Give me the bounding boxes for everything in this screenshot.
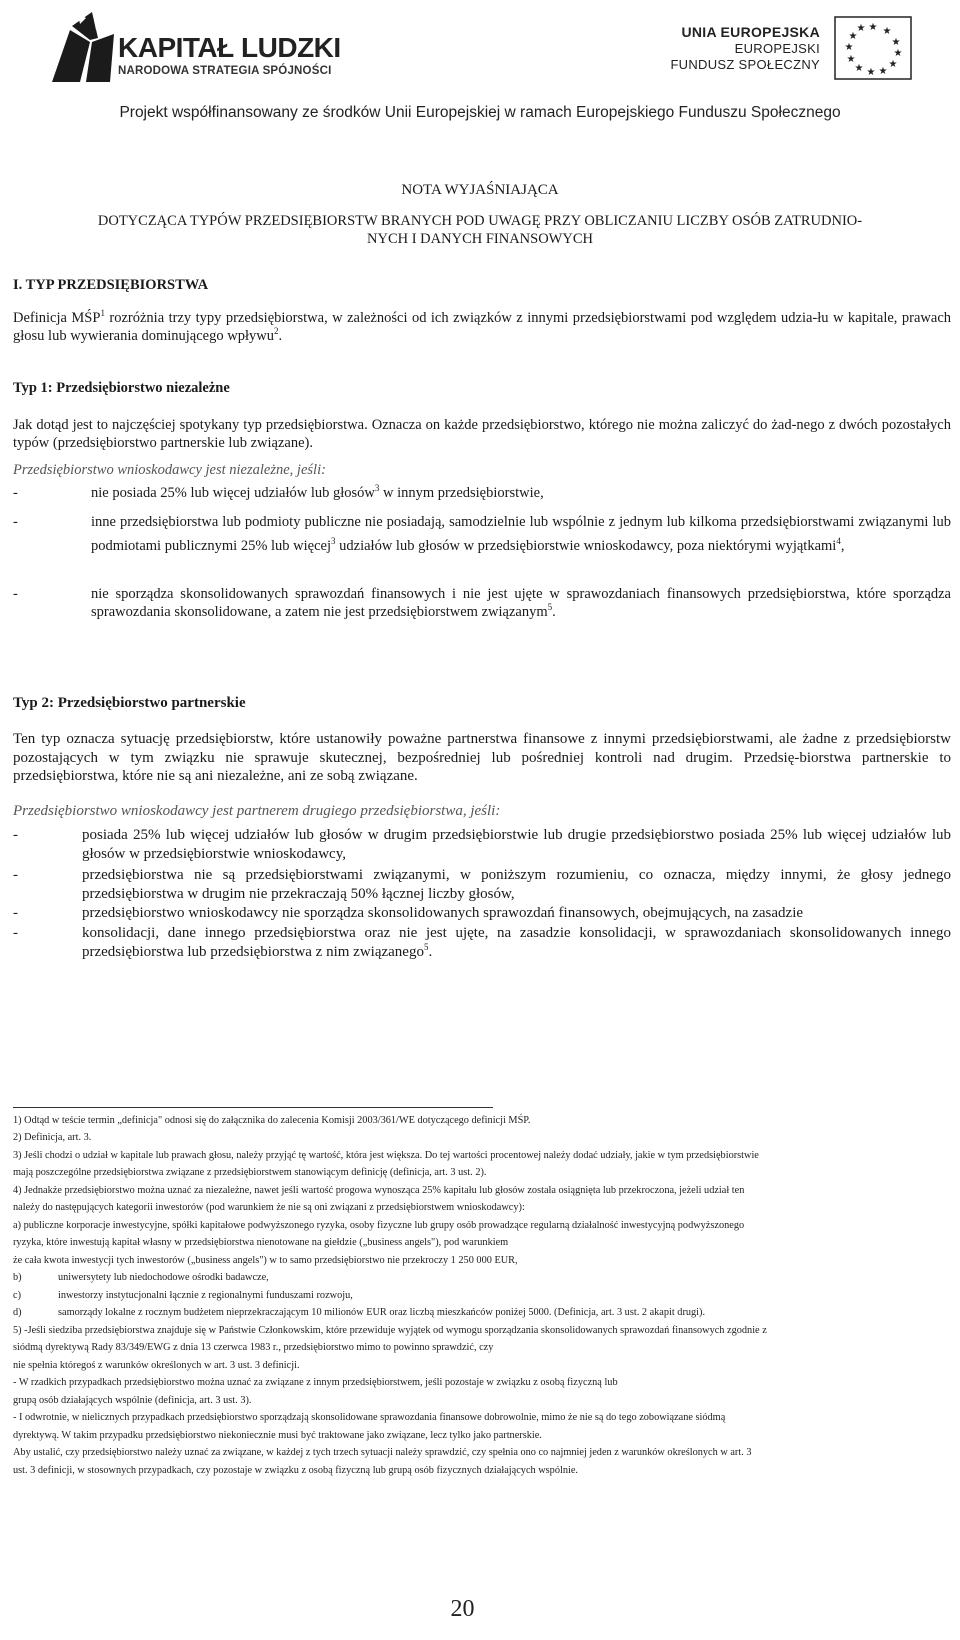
footnote-separator — [13, 1107, 493, 1108]
type2-lead: Przedsiębiorstwo wnioskodawcy jest partnerem drugiego przedsiębiorstwa, jeśli: — [13, 803, 501, 819]
eu-logo-line-2: EUROPEJSKI — [734, 41, 820, 56]
svg-text:★: ★ — [893, 48, 903, 59]
list-item-text: inne przedsiębiorstwa lub podmioty publiczne nie posiadają, samodzielnie lub wspólnie z jednym lub kilkoma przedsiębiorstwami związanymi lub podmiotami publicznymi 25% lub więcej$^3$ udziałów lub głosów w przedsiębiorstwie wnioskodawcy, poza niektórymi wyjątkami$^4$, — [91, 514, 951, 554]
list-item-text: przedsiębiorstwa nie są przedsiębiorstwami związanymi, w poniższym rozumieniu, co oznacza, między innymi, że głosy jednego przedsiębiorstwa w drugim nie przekraczają 50% łącznej liczby głosów, — [82, 867, 951, 902]
footnote-3-line-1: 3) Jeśli chodzi o udział w kapitale lub prawach głosu, należy przyjąć tę wartość, która jest większa. Do tej wartości procentowej należy dodać udziały, jakie w tym przedsiębiorstwie — [13, 1150, 759, 1161]
footnote-5-line-5: grupą osób działających wspólnie (definicja, art. 3 ust. 3). — [13, 1395, 252, 1406]
svg-text:★: ★ — [891, 37, 901, 48]
list-item-text: konsolidacji, dane innego przedsiębiorstwa oraz nie jest ujęte, na zasadzie konsolidacji, w sprawozdaniach skonsolidowanych innego przedsiębiorstwa lub przedsiębiorstwa z nim związanego$^5$. — [82, 925, 951, 960]
type1-lead: Przedsiębiorstwo wnioskodawcy jest niezależne, jeśli: — [13, 462, 326, 478]
kapital-ludzki-title: KAPITAŁ LUDZKI — [118, 32, 341, 63]
list-dash: - — [13, 485, 18, 501]
document-title: NOTA WYJAŚNIAJĄCA — [401, 182, 559, 198]
document-page: KAPITAŁ LUDZKI NARODOWA STRATEGIA SPÓJNOŚCI UNIA EUROPEJSKA EUROPEJSKI FUNDUSZ SPOŁECZNY ★ ★ ★ ★ ★ ★ ★ ★ ★ ★ ★ ★ Projekt współfinansowany ze środków Unii Europejskiej w ramach Europejskiego Funduszu Społecznego NOTA WYJAŚNIAJĄCA DOTYCZĄCA TYPÓW PRZEDSIĘBIORSTW BRANYCH POD UWAGĘ PRZY OBLICZANIU LICZBY OSÓB ZATRUDNIO- NYCH I DANYCH FINANSOWYCH I. TYP PRZEDSIĘBIORSTWA Definicja MŚP$^1$ rozróżnia trzy typy przedsiębiorstwa, w zależności od ich związków z innymi przedsiębiorstwami pod względem udzia-łu w kapitale, prawach głosu lub wywierania dominującego wpływu$^2$. Typ 1: Przedsiębiorstwo niezależne Jak dotąd jest to najczęściej spotykany typ przedsiębiorstwa. Oznacza on każde przedsiębiorstwo, którego nie można zaliczyć do żad-nego z dwóch pozostałych typów (przedsiębiorstwo partnerskie lub związane). Przedsiębiorstwo wnioskodawcy jest niezależne, jeśli: - nie posiada 25% lub więcej udziałów lub głosów$^3$ w innym przedsiębiorstwie, - inne przedsiębiorstwa lub podmioty publiczne nie posiadają, samodzielnie lub wspólnie z jednym lub kilkoma przedsiębiorstwami związanymi lub podmiotami publicznymi 25% lub więcej$^3$ udziałów lub głosów w przedsiębiorstwie wnioskodawcy, poza niektórymi wyjątkami$^4$, - nie sporządza skonsolidowanych sprawozdań finansowych i nie jest ujęte w sprawozdaniach finansowych przedsiębiorstwa, które sporządza sprawozdania skonsolidowane, a zatem nie jest przedsiębiorstwem związanym$^5$. Typ 2: Przedsiębiorstwo partnerskie Ten typ oznacza sytuację przedsiębiorstw, które ustanowiły poważne partnerstwa finansowe z innymi przedsiębiorstwami, ale żadne z przedsiębiorstw pozostających w tym związku nie sprawuje skutecznej, bezpośredniej lub pośredniej kontroli nad drugim. Przedsię-biorstwa partnerskie to przedsiębiorstwa, które nie są ani niezależne, ani ze sobą związane. Przedsiębiorstwo wnioskodawcy jest partnerem drugiego przedsiębiorstwa, jeśli: - posiada 25% lub więcej udziałów lub głosów w drugim przedsiębiorstwie lub drugie przedsiębiorstwo posiada 25% lub więcej udziałów lub głosów w przedsiębiorstwie wnioskodawcy, - przedsiębiorstwa nie są przedsiębiorstwami związanymi, w poniższym rozumieniu, co oznacza, między innymi, że głosy jednego przedsiębiorstwa w drugim nie przekraczają 50% łącznej liczby głosów, - przedsiębiorstwo wnioskodawcy nie sporządza skonsolidowanych sprawozdań finansowych, obejmujących, na zasadzie - konsolidacji, dane innego przedsiębiorstwa oraz nie jest ujęte, na zasadzie konsolidacji, w sprawozdaniach skonsolidowanych innego przedsiębiorstwa lub przedsiębiorstwa z nim związanego$^5$. 1) Odtąd w teście termin „definicja" odnosi się do załącznika do zalecenia Komisji 2003/361/WE dotyczącego definicji MŚP. 2) Definicja, art. 3. 3) Jeśli chodzi o udział w kapitale lub prawach głosu, należy przyjąć tę wartość, która jest większa. Do tej wartości procentowej należy dodać udziały, jakie w tym przedsiębiorstwie mają poszczególne przedsiębiorstwa związane z przedsiębiorstwem stanowiącym definicję (definicja, art. 3 ust. 2). 4) Jednakże przedsiębiorstwo można uznać za niezależne, nawet jeśli wartość progowa wynosząca 25% kapitału lub głosów została osiągnięta lub przekroczona, jeżeli udział ten należy do następujących kategorii inwestorów (pod warunkiem że nie są oni związani z przedsiębiorstwem wnioskodawcy): a) publiczne korporacje inwestycyjne, spółki kapitałowe podwyższonego ryzyka, osoby fizyczne lub grupy osób prowadzące regularną działalność inwestycyjną podwyższonego ryzyka, które inwestują kapitał własny w przedsiębiorstwa nienotowane na giełdzie („business angels"), pod warunkiem że cała kwota inwestycji tych inwestorów („business angels") w to samo przedsiębiorstwo nie przekroczy 1 250 000 EUR, b) uniwersytety lub niedochodowe ośrodki badawcze, c) inwestorzy instytucjonalni łącznie z regionalnymi funduszami rozwoju, d) samorządy lokalne z rocznym budżetem nieprzekraczającym 10 milionów EUR oraz liczbą mieszkańców poniżej 5000. (Definicja, art. 3 ust. 2 akapit drugi). 5) -Jeśli siedziba przedsiębiorstwa znajduje się w Państwie Członkowskim, które przewiduje wyjątek od wymogu sporządzania skonsolidowanych sprawozdań finansowych zgodnie z siódmą dyrektywą Rady 83/349/EWG z dnia 13 czerwca 1983 r., przedsiębiorstwo mimo to powinno sprawdzić, czy nie spełnia któregoś z warunków określonych w art. 3 ust. 3 definicji. - W rzadkich przypadkach przedsiębiorstwo można uznać za związane z innym przedsiębiorstwem, jeśli pozostaje w związku z osobą fizyczną lub grupą osób działających wspólnie (definicja, art. 3 ust. 3). - I odwrotnie, w nielicznych przypadkach przedsiębiorstwo sporządzają skonsolidowane sprawozdania finansowe dobrowolnie, mimo że nie są do tego zobowiązane siódmą dyrektywą. W takim przypadku przedsiębiorstwo niekoniecznie musi być traktowane jako związane, lecz tylko jako partnerskie. Aby ustalić, czy przedsiębiorstwo należy uznać za związane, w każdej z tych trzech sytuacji należy sprawdzić, czy spełnia ono co najmniej jeden z warunków określonych w art. 3 ust. 3 definicji, w stosownych przypadkach, czy pozostaje w związku z osobą fizyczną lub grupą osób fizycznych działających wspólnie. 20 — [0, 0, 960, 1640]
list-item-text: nie posiada 25% lub więcej udziałów lub głosów$^3$ w innym przedsiębiorstwie, — [91, 483, 544, 501]
footnote-4-line-4: ryzyka, które inwestują kapitał własny w przedsiębiorstwa nienotowane na giełdzie („business angels"), pod warunkiem — [13, 1237, 509, 1248]
svg-text:★: ★ — [846, 54, 856, 65]
document-subtitle-line-2: NYCH I DANYCH FINANSOWYCH — [367, 231, 593, 247]
section-heading: I. TYP PRZEDSIĘBIORSTWA — [13, 277, 209, 293]
footnote-5-line-2: siódmą dyrektywą Rady 83/349/EWG z dnia 13 czerwca 1983 r., przedsiębiorstwo mimo to powinno sprawdzić, czy — [13, 1342, 494, 1353]
list-item-text: posiada 25% lub więcej udziałów lub głosów w drugim przedsiębiorstwie lub drugie przedsiębiorstwo posiada 25% lub więcej udziałów lub głosów w przedsiębiorstwie wnioskodawcy, — [82, 827, 951, 862]
intro-text-c: . — [278, 328, 283, 344]
svg-text:★: ★ — [848, 31, 858, 42]
footnote-5-line-4: - W rzadkich przypadkach przedsiębiorstwo można uznać za związane z innym przedsiębiorstwem, jeśli pozostaje w związku z osobą fizyczną lub — [13, 1377, 618, 1388]
list-dash: - — [13, 827, 18, 843]
eu-logo-line-1: UNIA EUROPEJSKA — [681, 24, 820, 40]
type2-paragraph: Ten typ oznacza sytuację przedsiębiorstw, które ustanowiły poważne partnerstwa finansowe z innymi przedsiębiorstwami, ale żadne z przedsiębiorstw pozostających w tym związku nie sprawuje skutecznej, bezpośredniej lub pośredniej kontroli nad drugim. Przedsię-biorstwa partnerskie to przedsiębiorstwa, które nie są ani niezależne, ani ze sobą związane. — [13, 731, 951, 784]
svg-text:★: ★ — [878, 66, 888, 77]
intro-paragraph — [13, 309, 951, 345]
cofinancing-line: Projekt współfinansowany ze środków Unii Europejskiej w ramach Europejskiego Funduszu Społecznego — [119, 104, 841, 121]
svg-text:★: ★ — [866, 67, 876, 78]
intro-text-a: Definicja MŚP — [13, 310, 101, 326]
list-dash: - — [13, 867, 18, 883]
type2-heading: Typ 2: Przedsiębiorstwo partnerskie — [13, 695, 246, 711]
kapital-ludzki-subtitle: NARODOWA STRATEGIA SPÓJNOŚCI — [118, 65, 332, 77]
type1-paragraph: Jak dotąd jest to najczęściej spotykany typ przedsiębiorstwa. Oznacza on każde przedsiębiorstwo, którego nie można zaliczyć do żad-nego z dwóch pozostałych typów (przedsiębiorstwo partnerskie lub związane). — [13, 417, 951, 451]
footnote-4-line-1: 4) Jednakże przedsiębiorstwo można uznać za niezależne, nawet jeśli wartość progowa wynosząca 25% kapitału lub głosów została osiągnięta lub przekroczona, jeżeli udział ten — [13, 1185, 745, 1196]
footnote-5-line-7: dyrektywą. W takim przypadku przedsiębiorstwo niekoniecznie musi być traktowane jako związane, lecz tylko jako partnerskie. — [13, 1430, 542, 1441]
intro-text-b: rozróżnia trzy typy przedsiębiorstwa, w zależności od ich związków z innymi przedsiębiorstwami pod względem udzia-łu w kapitale, prawach głosu lub wywierania dominującego wpływu — [13, 310, 952, 344]
svg-text:★: ★ — [882, 26, 892, 37]
svg-text:★: ★ — [854, 63, 864, 74]
document-subtitle-line-1: DOTYCZĄCA TYPÓW PRZEDSIĘBIORSTW BRANYCH POD UWAGĘ PRZY OBLICZANIU LICZBY OSÓB ZATRUDNIO- — [97, 213, 863, 229]
eu-logo-line-3: FUNDUSZ SPOŁECZNY — [670, 57, 820, 72]
svg-text:★: ★ — [844, 42, 854, 53]
list-item-text: nie sporządza skonsolidowanych sprawozdań finansowych i nie jest ujęte w sprawozdaniach finansowych przedsiębiorstwa, które sporządza sprawozdania skonsolidowane, a zatem nie jest przedsiębiorstwem związanym$^5$. — [91, 586, 951, 620]
list-dash: - — [13, 514, 18, 530]
footnote-5-line-9: ust. 3 definicji, w stosownych przypadkach, czy pozostaje w związku z osobą fizyczną lub grupą osób fizycznych działających wspólnie. — [13, 1465, 578, 1476]
svg-text:★: ★ — [888, 59, 898, 70]
eu-flag-icon — [834, 16, 912, 80]
footnote-2: 2) Definicja, art. 3. — [13, 1132, 92, 1143]
list-dash: - — [13, 586, 18, 602]
footnote-ref: 2 — [273, 326, 279, 337]
footnote-5-line-1: 5) -Jeśli siedziba przedsiębiorstwa znajduje się w Państwie Członkowskim, które przewiduje wyjątek od wymogu sporządzania skonsolidowanych sprawozdań finansowych zgodnie z — [13, 1325, 767, 1336]
eu-logo-text — [670, 24, 820, 73]
svg-text:★: ★ — [856, 23, 866, 34]
footnote-5-line-6: - I odwrotnie, w nielicznych przypadkach przedsiębiorstwo sporządzają skonsolidowane sprawozdania finansowe dobrowolnie, mimo że nie są do tego zobowiązane siódmą — [13, 1412, 726, 1423]
list-dash: - — [13, 905, 18, 921]
footnote-4-line-3: a) publiczne korporacje inwestycyjne, spółki kapitałowe podwyższonego ryzyka, osoby fizyczne lub grupy osób prowadzące regularną działalność inwestycyjną podwyższonego — [13, 1220, 745, 1231]
footnote-5-line-3: nie spełnia któregoś z warunków określonych w art. 3 ust. 3 definicji. — [13, 1360, 300, 1371]
footnote-5-line-8: Aby ustalić, czy przedsiębiorstwo należy uznać za związane, w każdej z tych trzech sytuacji należy sprawdzić, czy spełnia ono co najmniej jeden z warunków określonych w art. 3 — [13, 1447, 752, 1458]
page-number: 20 — [450, 1596, 475, 1622]
type1-heading: Typ 1: Przedsiębiorstwo niezależne — [13, 380, 230, 396]
footnote-ref: 1 — [100, 308, 105, 319]
list-dash: - — [13, 925, 18, 941]
footnote-3-line-2: mają poszczególne przedsiębiorstwa związane z przedsiębiorstwem stanowiącym definicję (definicja, art. 3 ust. 2). — [13, 1167, 487, 1178]
list-item-text: przedsiębiorstwo wnioskodawcy nie sporządza skonsolidowanych sprawozdań finansowych, obejmujących, na zasadzie — [82, 905, 804, 921]
svg-text:★: ★ — [868, 22, 878, 33]
footnote-4-line-2: należy do następujących kategorii inwestorów (pod warunkiem że nie są oni związani z przedsiębiorstwem wnioskodawcy): — [13, 1202, 525, 1213]
kapital-ludzki-emblem-icon — [50, 10, 120, 85]
footnote-4-line-5: że cała kwota inwestycji tych inwestorów („business angels") w to samo przedsiębiorstwo nie przekroczy 1 250 000 EUR, — [13, 1255, 518, 1266]
eu-efs-logo — [650, 10, 920, 85]
kapital-ludzki-logo — [50, 10, 340, 85]
footnote-1: 1) Odtąd w teście termin „definicja" odnosi się do załącznika do zalecenia Komisji 2003/361/WE dotyczącego definicji MŚP. — [13, 1115, 531, 1126]
